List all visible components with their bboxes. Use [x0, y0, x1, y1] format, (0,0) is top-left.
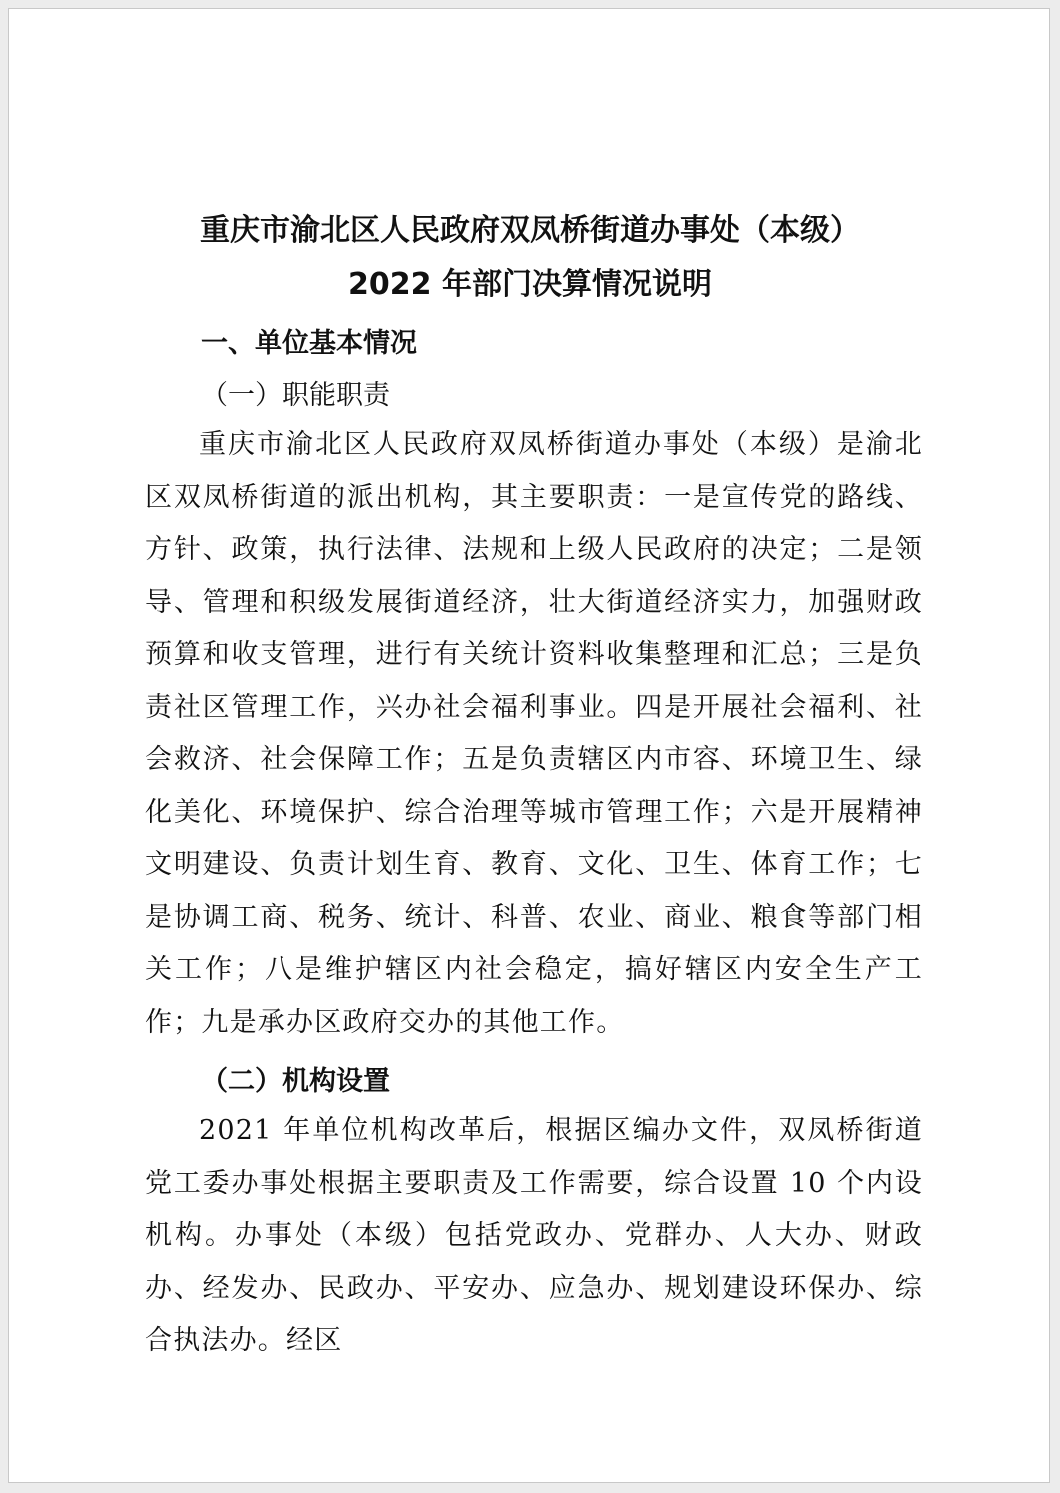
subsection-heading-functions: （一）职能职责: [201, 380, 390, 411]
paragraph-organization: 2021 年单位机构改革后，根据区编办文件，双凤桥街道党工委办事处根据主要职责及工作需要，综合设置 10 个内设机构。办事处（本级）包括党政办、党群办、人大办、财政办、经发办、民政办、平安办、应急办、规划建设环保办、综合执法办。经区: [145, 1115, 923, 1356]
document-page: [8, 8, 1050, 1483]
document-title-line1: 重庆市渝北区人民政府双凤桥街道办事处（本级）: [200, 213, 860, 248]
document-title-line2: 2022 年部门决算情况说明: [348, 267, 712, 302]
section-heading-basic-info: 一、单位基本情况: [201, 328, 417, 359]
paragraph-functions: 重庆市渝北区人民政府双凤桥街道办事处（本级）是渝北区双凤桥街道的派出机构，其主要职责：一是宣传党的路线、方针、政策，执行法律、法规和上级人民政府的决定；二是领导、管理和积级发展街道经济，壮大街道经济实力，加强财政预算和收支管理，进行有关统计资料收集整理和汇总；三是负责社区管理工作，兴办社会福利事业。四是开展社会福利、社会救济、社会保障工作；五是负责辖区内市容、环境卫生、绿化美化、环境保护、综合治理等城市管理工作；六是开展精神文明建设、负责计划生育、教育、文化、卫生、体育工作；七是协调工商、税务、统计、科普、农业、商业、粮食等部门相关工作；八是维护辖区内社会稳定，搞好辖区内安全生产工作；九是承办区政府交办的其他工作。: [145, 429, 923, 1038]
subsection-heading-organization: （二）机构设置: [201, 1066, 390, 1097]
